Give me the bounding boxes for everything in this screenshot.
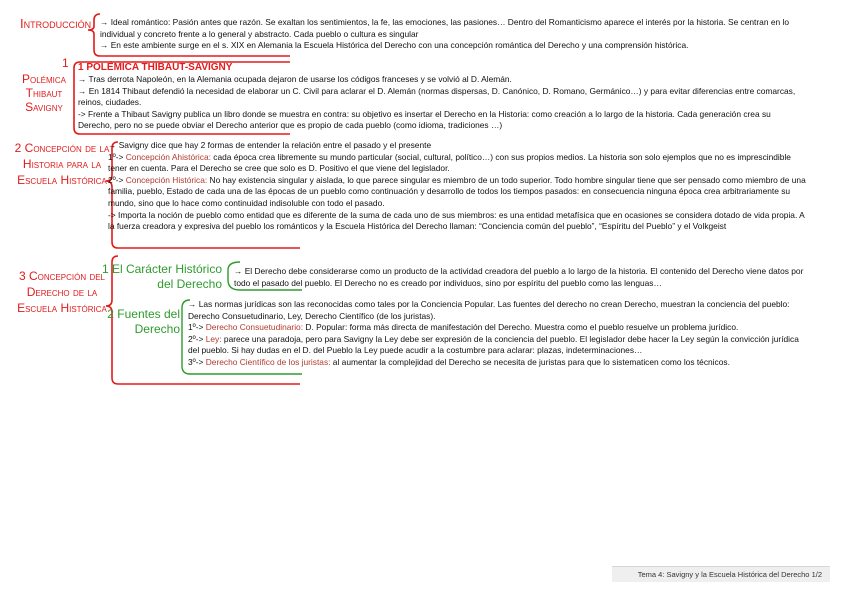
historia-item-2-label: Concepción Histórica: <box>125 174 208 185</box>
polemica-number: 1 <box>62 56 69 70</box>
historia-item-2 <box>108 175 808 210</box>
heading-concepcion-historia: 2 Concepción de la Historia para la Escuela Histórica <box>14 141 110 187</box>
heading-concepcion-derecho: 3 Concepción del Derecho de la Escuela Histórica <box>17 269 107 315</box>
historia-line-last: -> Importa la noción de pueblo como entidad que es diferente de la suma de cada uno de sus miembros: es una entidad metafísica que en ocasiones se considera dotado de vida propia. A la fuerza creadora y expresiva del pueblo los románticos y la Escuela Histórica del Derecho llaman: “Conciencia común del pueblo”, “Espíritu del Pueblo” y el Volkgeist <box>108 209 805 232</box>
fuentes-item-2-label: Ley: <box>205 333 222 344</box>
fuentes-item-3-text: al aumentar la complejidad del Derecho se necesita de juristas para que lo sistematicen como los técnicos. <box>330 356 730 367</box>
concepcion-historia-block <box>108 140 808 233</box>
heading-caracter-historico: 1 El Carácter Histórico del Derecho <box>101 262 222 291</box>
fuentes-item-1-prefix: 1º-> <box>188 322 206 333</box>
fuentes-item-1-text: D. Popular: forma más directa de manifestación del Derecho. Muestra como el pueblo resuelve un problema jurídico. <box>303 322 739 333</box>
historia-item-1-label: Concepción Ahistórica: <box>125 151 211 162</box>
historia-item-1 <box>108 152 808 175</box>
fuentes-block <box>188 299 810 369</box>
heading-introduccion: Introducción <box>20 16 92 31</box>
historia-line-1: → Savigny dice que hay 2 formas de entender la relación entre el pasado y el presente <box>108 140 432 150</box>
fuentes-item-1-label: Derecho Consuetudinario: <box>205 322 304 333</box>
heading-fuentes-derecho: 2 Fuentes del Derecho <box>107 307 180 336</box>
fuentes-item-3-prefix: 3º-> <box>188 356 206 367</box>
polemica-line-3: -> Frente a Thibaut Savigny publica un libro donde se muestra en contra: su objetivo es insertar el Derecho en la Historia: como creación a lo largo de la historia. Cada generación crea su Derecho, pero no se puede obviar el Derecho anterior que es propio de cada pueblo (como idioma, tradiciones …) <box>78 108 771 131</box>
fuentes-item-3-label: Derecho Científico de los juristas: <box>205 356 331 367</box>
polemica-line-2: → En 1814 Thibaut defendió la necesidad de elaborar un C. Civil para aclarar el D. Alemán (normas dispersas, D. Canónico, D. Romano, Germánico…) y para evitar diferencias entre comarcas, reinos, ciudades. <box>78 85 796 108</box>
fuentes-item-1 <box>188 322 810 334</box>
heading-polemica: Polémica Thibaut Savigny <box>21 72 66 114</box>
fuentes-item-2-prefix: 2º-> <box>188 333 206 344</box>
fuentes-item-3 <box>188 357 810 369</box>
historia-item-2-text: No hay existencia singular y aislada, lo que parece singular es miembro de un todo superior. Todo hombre singular tiene que ser pensado como miembro de una familia, pueblo, Estado de cada una de las épocas de un pueblo como continuación y desarrollo de todos los tiempos pasados: en consecuencia ninguna época crea arbitrariamente su mundo, sino que lo hace como continuidad indisoluble con todo el pasado. <box>108 174 806 208</box>
caracter-text: → El Derecho debe considerarse como un producto de la actividad creadora del pueblo a lo largo de la historia. El contenido del Derecho viene datos por todo el pasado del pueblo. El Derecho no es creado por individuos, sino por espíritu del pueblo como las lenguas… <box>234 266 804 288</box>
polemica-line-1: → Tras derrota Napoleón, en la Alemania ocupada dejaron de usarse los códigos franceses y se volvió al D. Alemán. <box>78 74 512 84</box>
historia-item-1-text: cada época crea libremente su mundo particular (social, cultural, político…) con sus propios medios. La historia son solo ejemplos que no es imprescindible tener en cuenta. Para el Derecho se cree que solo es D. Positivo el que viene del legislador. <box>108 151 791 174</box>
historia-item-2-prefix: 2º-> <box>108 174 126 185</box>
caracter-block <box>234 266 812 289</box>
intro-line-2: → En este ambiente surge en el s. XIX en Alemania la Escuela Histórica del Derecho con una concepción romántica del Derecho y una comprensión histórica. <box>100 40 689 51</box>
fuentes-item-2 <box>188 334 810 357</box>
fuentes-item-2-text: parece una paradoja, pero para Savigny la Ley debe ser expresión de la conciencia del pueblo. El legislador debe hacer la Ley según la convicción jurídica del pueblo. Si hay dudas en el D. del Pueblo la Ley puede acudir a la costumbre para aclarar: plazas, indeterminaciones… <box>188 333 799 356</box>
polemica-title: 1 POLÉMICA THIBAUT-SAVIGNY <box>78 62 233 73</box>
fuentes-line-1: → Las normas jurídicas son las reconocidas como tales por la Conciencia Popular. Las fuentes del derecho no crean Derecho, muestran la conciencia del pueblo: Derecho Consuetudinario, Ley, Derecho Científico (de los juristas). <box>188 299 790 321</box>
polemica-block <box>78 74 798 132</box>
intro-block <box>100 17 810 52</box>
intro-line-1: → Ideal romántico: Pasión antes que razón. Se exaltan los sentimientos, la fe, las emociones, las pasiones… Dentro del Romanticismo aparece el interés por la historia. Se centran en lo individual y concreto frente a lo general y abstracto. Cada pueblo o cultura es singular <box>100 17 789 39</box>
page-footer: Tema 4: Savigny y la Escuela Histórica del Derecho 1/2 <box>612 566 830 582</box>
historia-item-1-prefix: 1º-> <box>108 151 126 162</box>
